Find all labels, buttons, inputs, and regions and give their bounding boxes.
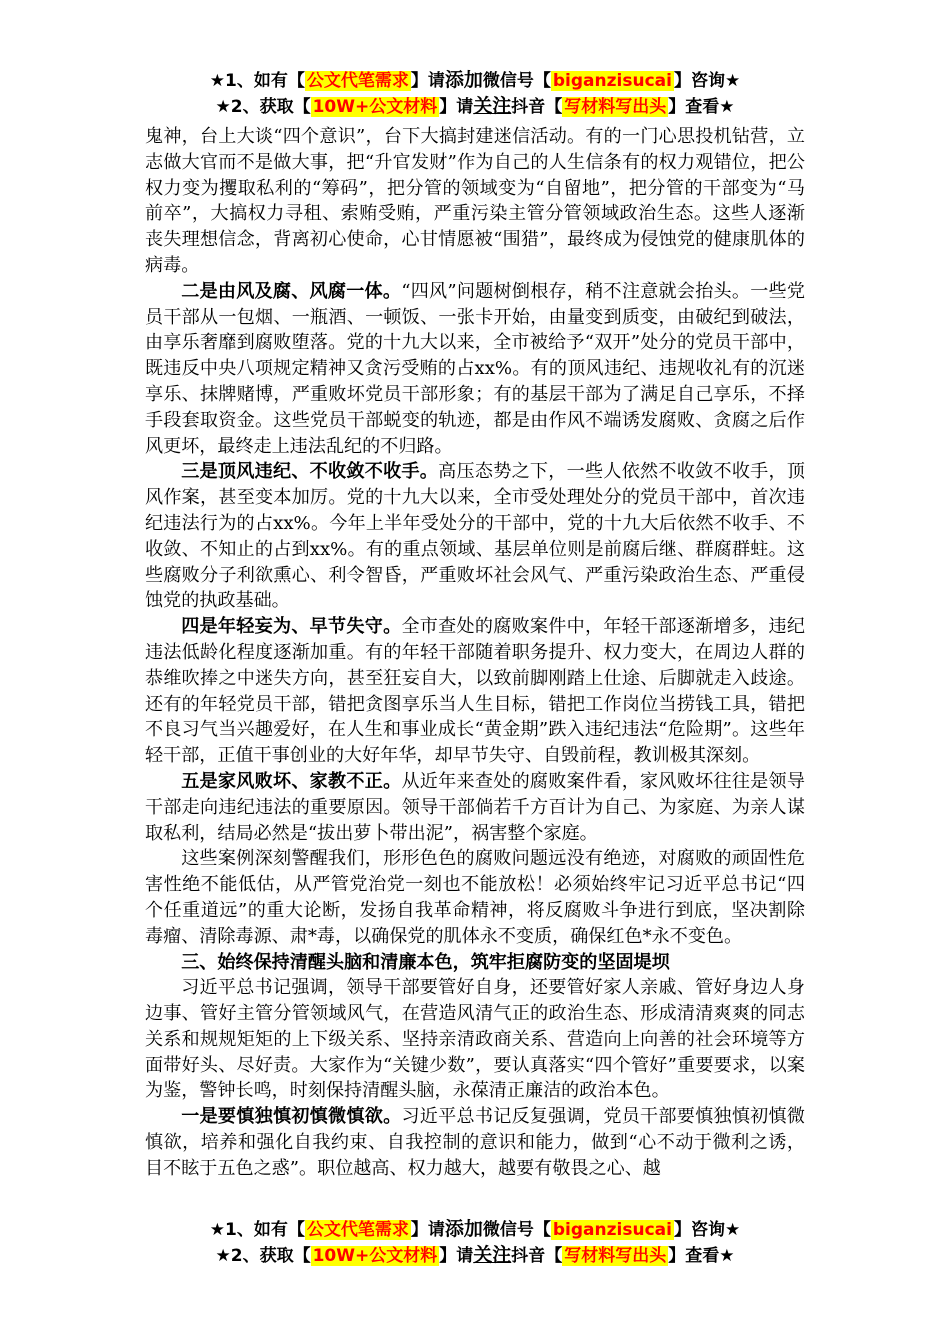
- banner-text: 】咨询★: [673, 1220, 741, 1240]
- paragraph-heading: 一是要慎独慎初慎微慎欲。: [181, 1106, 402, 1128]
- section-heading: [145, 950, 805, 976]
- banner-text: 】咨询★: [673, 71, 741, 91]
- section-heading-text: 三、始终保持清醒头脑和清廉本色，筑牢拒腐防变的坚固堤坝: [181, 951, 670, 973]
- banner-text: 】查看★: [668, 1246, 735, 1266]
- paragraph-heading: 二是由风及腐、风腐一体。: [181, 280, 402, 302]
- paragraph: [145, 459, 805, 614]
- paragraph: [145, 614, 805, 769]
- paragraph: 习近平总书记强调，领导干部要管好自身，还要管好家人亲戚、管好身边人身边事、管好主管分管领域风气，在营造风清气正的政治生态、形成清清爽爽的同志关系和规规矩矩的上下级关系、坚持亲清政商关系、营造向上向善的社会环境等方面带好头、尽好责。大家作为“关键少数”，要认真落实“四个管好”重要要求，以案为鉴，警钟长鸣，时刻保持清醒头脑，永葆清正廉洁的政治本色。: [145, 977, 805, 1102]
- banner-highlight: 公文代笔需求: [306, 1220, 409, 1240]
- banner-text: 】请: [410, 71, 445, 91]
- banner-text: 抖音【: [511, 1246, 563, 1266]
- paragraph-text: 高压态势之下，一些人依然不收敛不收手，顶风作案，甚至变本加厉。党的十九大以来，全市受处理处分的党员干部中，首次违纪违法行为的占xx%。今年上半年受处分的干部中，党的十九大后依然不收手、不收敛、不知止的占到xx%。有的重点领域、基层单位则是前腐后继、群腐群蛀。这些腐败分子利欲熏心、利令智昏，严重败坏社会风气、严重污染政治生态、严重侵蚀党的执政基础。: [145, 461, 805, 612]
- banner-emphasis: 添加: [444, 69, 483, 91]
- paragraph-text: “四风”问题树倒根存，稍不注意就会抬头。一些党员干部从一包烟、一瓶酒、一顿饭、一张卡开始，由量变到质变，由破纪到破法，由享乐奢靡到腐败堕落。党的十九大以来，全市被给予“双开”处分的党员干部中，既违反中央八项规定精神又贪污受贿的占xx%。有的顶风违纪、违规收礼有的沉迷享乐、抹牌赌博，严重败坏党员干部形象；有的基层干部为了满足自己享乐，不择手段套取资金。这些党员干部蜕变的轨迹，都是由作风不端诱发腐败、贪腐之后作风更坏，最终走上违法乱纪的不归路。: [145, 280, 805, 457]
- paragraph-text: 从近年来查处的腐败案件看，家风败坏往往是领导干部走向违纪违法的重要原因。领导干部倘若千方百计为自己、为家庭、为亲人谋取私利，结局必然是“拔出萝卜带出泥”，祸害整个家庭。: [145, 770, 805, 844]
- banner-emphasis: 关注: [473, 1244, 512, 1266]
- banner-highlight: 写材料写出头: [564, 97, 667, 117]
- paragraph: [145, 279, 805, 460]
- banner-highlight: 10W+公文材料: [312, 1246, 438, 1266]
- document-body: [145, 124, 805, 1182]
- banner-emphasis: 添加: [444, 1218, 483, 1240]
- banner-highlight: 公文代笔需求: [306, 71, 409, 91]
- banner-wechat-id: biganzisucai: [552, 71, 672, 91]
- banner-text: ★2、获取【: [215, 1246, 311, 1266]
- paragraph-heading: 三是顶风违纪、不收敛不收手。: [181, 461, 439, 483]
- bottom-banner-line-2: [0, 1243, 950, 1268]
- banner-text: 】查看★: [668, 97, 735, 117]
- paragraph: [145, 1104, 805, 1181]
- banner-text: 微信号【: [482, 71, 551, 91]
- bottom-banner-line-1: [0, 1217, 950, 1242]
- banner-wechat-id: biganzisucai: [552, 1220, 672, 1240]
- top-banner-line-1: [0, 68, 950, 93]
- banner-text: ★1、如有【: [209, 71, 305, 91]
- paragraph: 鬼神，台上大谈“四个意识”，台下大搞封建迷信活动。有的一门心思投机钻营，立志做大官而不是做大事，把“升官发财”作为自己的人生信条有的权力观错位，把公权力变为攫取私利的“筹码”，把分管的领域变为“自留地”，把分管的干部变为“马前卒”，大搞权力寻租、索贿受贿，严重污染主管分管领域政治生态。这些人逐渐丧失理想信念，背离初心使命，心甘情愿被“围猎”，最终成为侵蚀党的健康肌体的病毒。: [145, 126, 805, 276]
- banner-highlight: 写材料写出头: [564, 1246, 667, 1266]
- paragraph-heading: 五是家风败坏、家教不正。: [181, 770, 402, 792]
- paragraph: [145, 769, 805, 846]
- banner-text: 】请: [410, 1220, 445, 1240]
- banner-text: 】请: [439, 1246, 474, 1266]
- top-banner-line-2: [0, 94, 950, 119]
- banner-emphasis: 关注: [473, 95, 512, 117]
- banner-text: 】请: [439, 97, 474, 117]
- paragraph-heading: 四是年轻妄为、早节失守。: [181, 616, 402, 638]
- paragraph: 这些案例深刻警醒我们，形形色色的腐败问题远没有绝迹，对腐败的顽固性危害性绝不能低估，从严管党治党一刻也不能放松！必须始终牢记习近平总书记“四个任重道远”的重大论断，发扬自我革命精神，将反腐败斗争进行到底，坚决割除毒瘤、清除毒源、肃*毒，以确保党的肌体永不变质，确保红色*永不变色。: [145, 848, 805, 947]
- banner-text: ★1、如有【: [209, 1220, 305, 1240]
- banner-highlight: 10W+公文材料: [312, 97, 438, 117]
- banner-text: 抖音【: [511, 97, 563, 117]
- paragraph-text: 全市查处的腐败案件中，年轻干部逐渐增多，违纪违法低龄化程度逐渐加重。有的年轻干部随着职务提升、权力变大，在周边人群的恭维吹捧之中迷失方向，甚至狂妄自大，以致前脚刚踏上仕途、后脚就走入歧途。还有的年轻党员干部，错把贪图享乐当人生目标，错把工作岗位当捞钱工具，错把不良习气当兴趣爱好，在人生和事业成长“黄金期”跌入违纪违法“危险期”。这些年轻干部，正值干事创业的大好年华，却早节失守、自毁前程，教训极其深刻。: [145, 616, 805, 767]
- banner-text: 微信号【: [482, 1220, 551, 1240]
- paragraph-text: 习近平总书记反复强调，党员干部要慎独慎初慎微慎欲，培养和强化自我约束、自我控制的意识和能力，做到“心不动于微利之诱，目不眩于五色之惑”。职位越高、权力越大，越要有敬畏之心、越: [145, 1106, 805, 1179]
- banner-text: ★2、获取【: [215, 97, 311, 117]
